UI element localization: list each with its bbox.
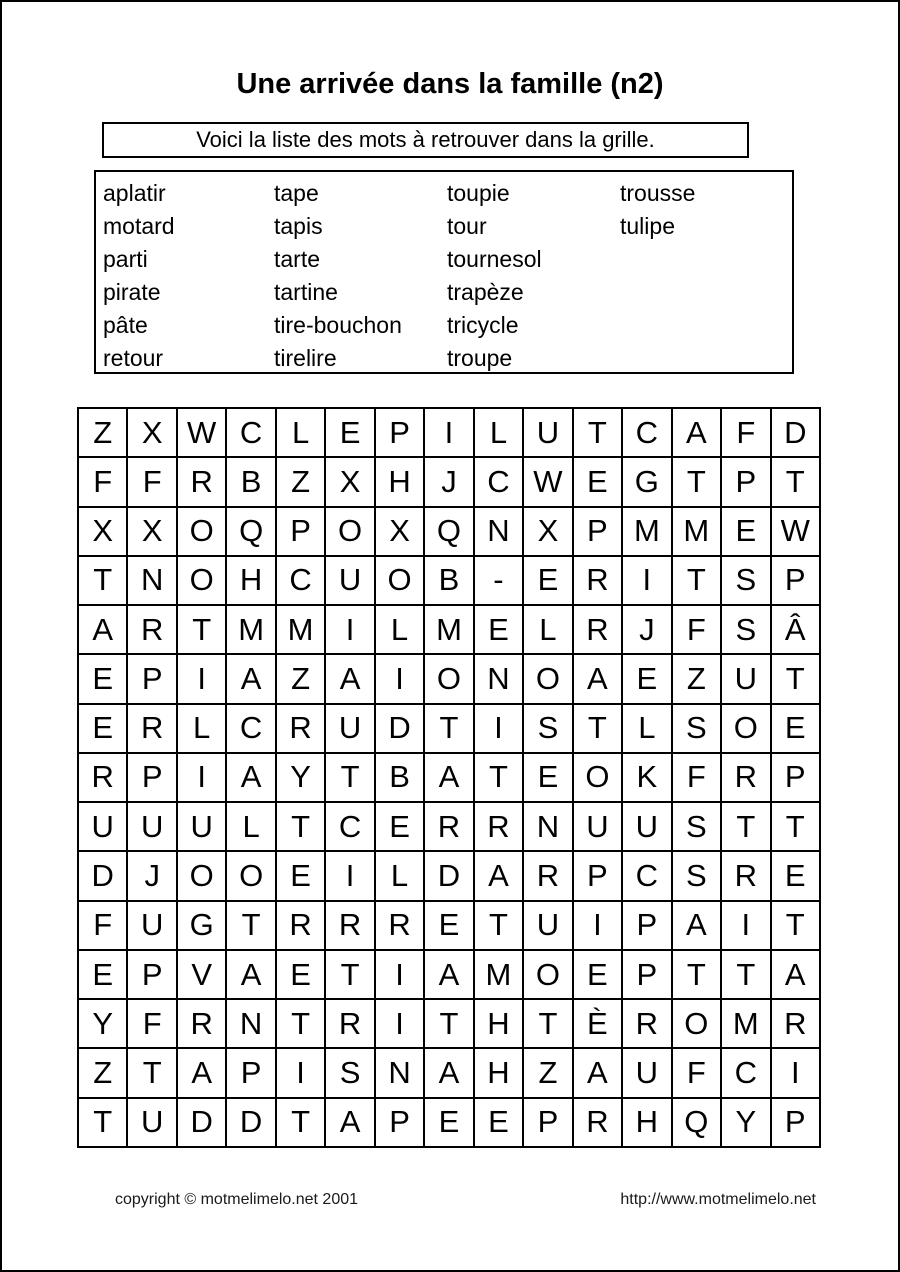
grid-cell: P — [127, 753, 176, 802]
website-url: http://www.motmelimelo.net — [620, 1191, 816, 1208]
copyright-text: copyright © motmelimelo.net 2001 — [115, 1191, 359, 1208]
grid-cell: E — [325, 408, 374, 457]
grid-cell: U — [622, 802, 671, 851]
grid-cell: A — [226, 950, 275, 999]
grid-cell: W — [177, 408, 226, 457]
grid-cell: R — [127, 704, 176, 753]
grid-cell: I — [622, 556, 671, 605]
grid-cell: P — [276, 507, 325, 556]
grid-cell: O — [325, 507, 374, 556]
grid-cell: E — [78, 950, 127, 999]
grid-cell: U — [325, 704, 374, 753]
grid-cell: E — [523, 556, 572, 605]
grid-cell: L — [226, 802, 275, 851]
grid-cell: J — [127, 851, 176, 900]
grid-cell: T — [771, 654, 820, 703]
grid-cell: X — [78, 507, 127, 556]
grid-cell: H — [226, 556, 275, 605]
grid-cell: U — [523, 901, 572, 950]
grid-cell: R — [78, 753, 127, 802]
grid-cell: G — [177, 901, 226, 950]
grid-cell: R — [375, 901, 424, 950]
grid-cell: D — [424, 851, 473, 900]
grid-cell: I — [424, 408, 473, 457]
instructions-box — [102, 122, 749, 158]
grid-cell: A — [573, 1048, 622, 1097]
grid-cell: S — [721, 605, 770, 654]
grid-cell: O — [177, 556, 226, 605]
grid-cell: R — [721, 851, 770, 900]
grid-cell: F — [672, 1048, 721, 1097]
grid-cell: S — [672, 704, 721, 753]
grid-cell: T — [276, 1098, 325, 1147]
grid-cell: E — [276, 950, 325, 999]
word-item — [620, 342, 792, 375]
grid-cell: B — [424, 556, 473, 605]
grid-cell: U — [622, 1048, 671, 1097]
grid-cell: P — [573, 851, 622, 900]
grid-cell: R — [474, 802, 523, 851]
grid-cell: A — [771, 950, 820, 999]
word-item: tulipe — [620, 213, 675, 239]
grid-cell: U — [721, 654, 770, 703]
grid-cell: R — [573, 605, 622, 654]
grid-cell: W — [523, 457, 572, 506]
grid-cell: T — [276, 802, 325, 851]
word-item: tapis — [274, 213, 323, 239]
grid-cell: S — [672, 802, 721, 851]
grid-cell: X — [523, 507, 572, 556]
grid-cell: E — [771, 851, 820, 900]
grid-cell: T — [672, 556, 721, 605]
word-item: aplatir — [103, 180, 166, 206]
grid-cell: Y — [78, 999, 127, 1048]
grid-cell: E — [424, 901, 473, 950]
grid-cell: C — [226, 408, 275, 457]
grid-cell: W — [771, 507, 820, 556]
grid-cell: P — [573, 507, 622, 556]
grid-cell: M — [424, 605, 473, 654]
grid-cell: I — [721, 901, 770, 950]
grid-cell: R — [325, 999, 374, 1048]
grid-cell: I — [177, 654, 226, 703]
grid-cell: Y — [276, 753, 325, 802]
word-item: motard — [103, 213, 175, 239]
grid-cell: D — [375, 704, 424, 753]
grid-cell: M — [721, 999, 770, 1048]
grid-cell: F — [127, 999, 176, 1048]
grid-cell: M — [672, 507, 721, 556]
grid-cell: A — [672, 901, 721, 950]
grid-cell: P — [771, 556, 820, 605]
grid-cell: A — [78, 605, 127, 654]
grid-cell: F — [78, 457, 127, 506]
grid-cell: L — [375, 851, 424, 900]
grid-cell: I — [177, 753, 226, 802]
grid-cell: D — [771, 408, 820, 457]
grid-cell: J — [622, 605, 671, 654]
grid-cell: - — [474, 556, 523, 605]
grid-cell: E — [424, 1098, 473, 1147]
grid-cell: T — [127, 1048, 176, 1097]
grid-cell: A — [177, 1048, 226, 1097]
grid-cell: P — [226, 1048, 275, 1097]
grid-cell: T — [78, 1098, 127, 1147]
grid-cell: T — [325, 753, 374, 802]
grid-cell: I — [573, 901, 622, 950]
grid-cell: O — [177, 507, 226, 556]
grid-cell: A — [424, 1048, 473, 1097]
grid-cell: T — [474, 753, 523, 802]
grid-cell: T — [78, 556, 127, 605]
grid-cell: A — [672, 408, 721, 457]
grid-cell: E — [474, 605, 523, 654]
grid-cell: I — [771, 1048, 820, 1097]
grid-cell: X — [127, 507, 176, 556]
grid-cell: C — [622, 408, 671, 457]
grid-cell: R — [177, 999, 226, 1048]
grid-cell: L — [474, 408, 523, 457]
grid-cell: O — [177, 851, 226, 900]
grid-cell: U — [127, 802, 176, 851]
grid-cell: O — [523, 654, 572, 703]
grid-cell: A — [325, 654, 374, 703]
grid-cell: Â — [771, 605, 820, 654]
grid-cell: T — [721, 950, 770, 999]
grid-cell: T — [276, 999, 325, 1048]
grid-cell: T — [573, 408, 622, 457]
grid-cell: S — [672, 851, 721, 900]
word-item: retour — [103, 345, 164, 371]
grid-cell: P — [127, 654, 176, 703]
grid-cell: O — [672, 999, 721, 1048]
grid-cell: T — [226, 901, 275, 950]
grid-cell: U — [325, 556, 374, 605]
grid-cell: C — [474, 457, 523, 506]
grid-cell: L — [622, 704, 671, 753]
grid-cell: P — [622, 901, 671, 950]
grid-cell: U — [127, 1098, 176, 1147]
word-item: tour — [447, 213, 487, 239]
grid-cell: Z — [276, 457, 325, 506]
grid-cell: F — [127, 457, 176, 506]
grid-cell: I — [276, 1048, 325, 1097]
grid-cell: R — [573, 1098, 622, 1147]
grid-cell: A — [573, 654, 622, 703]
word-item: trapèze — [447, 279, 524, 305]
grid-cell: N — [474, 507, 523, 556]
page-title: Une arrivée dans la famille (n2) — [236, 68, 664, 100]
grid-cell: U — [573, 802, 622, 851]
grid-cell: G — [622, 457, 671, 506]
grid-cell: E — [771, 704, 820, 753]
word-item: parti — [103, 246, 148, 272]
grid-cell: M — [226, 605, 275, 654]
grid-cell: R — [771, 999, 820, 1048]
grid-cell: U — [177, 802, 226, 851]
word-item: pirate — [103, 279, 161, 305]
grid-cell: Q — [672, 1098, 721, 1147]
word-item: tirelire — [274, 345, 337, 371]
grid-cell: Z — [276, 654, 325, 703]
grid-cell: O — [424, 654, 473, 703]
grid-cell: E — [523, 753, 572, 802]
grid-cell: E — [78, 704, 127, 753]
grid-cell: R — [721, 753, 770, 802]
grid-cell: Z — [78, 1048, 127, 1097]
grid-cell: E — [375, 802, 424, 851]
grid-cell: D — [177, 1098, 226, 1147]
grid-cell: K — [622, 753, 671, 802]
grid-cell: D — [78, 851, 127, 900]
grid-cell: Q — [226, 507, 275, 556]
grid-cell: T — [177, 605, 226, 654]
grid-cell: T — [771, 457, 820, 506]
word-item: pâte — [103, 312, 148, 338]
grid-cell: R — [325, 901, 374, 950]
grid-cell: R — [523, 851, 572, 900]
grid-cell: R — [127, 605, 176, 654]
grid-cell: A — [226, 654, 275, 703]
grid-cell: X — [325, 457, 374, 506]
grid-cell: H — [474, 999, 523, 1048]
grid-cell: F — [78, 901, 127, 950]
grid-cell: H — [474, 1048, 523, 1097]
grid-cell: J — [424, 457, 473, 506]
grid-cell: È — [573, 999, 622, 1048]
grid-cell: N — [474, 654, 523, 703]
grid-cell: M — [474, 950, 523, 999]
grid-cell: B — [375, 753, 424, 802]
grid-cell: M — [276, 605, 325, 654]
grid-cell: R — [276, 901, 325, 950]
word-item: tarte — [274, 246, 321, 272]
word-item: tricycle — [447, 312, 519, 338]
grid-cell: A — [424, 753, 473, 802]
word-item: toupie — [447, 180, 510, 206]
word-item: trousse — [620, 180, 696, 206]
grid-cell: R — [177, 457, 226, 506]
grid-cell: P — [771, 1098, 820, 1147]
grid-cell: N — [375, 1048, 424, 1097]
grid-cell: I — [375, 950, 424, 999]
grid-cell: T — [523, 999, 572, 1048]
grid-cell: T — [672, 950, 721, 999]
grid-cell: S — [325, 1048, 374, 1097]
grid-cell: E — [573, 457, 622, 506]
word-item — [620, 243, 792, 276]
grid-cell: N — [523, 802, 572, 851]
grid-cell: X — [375, 507, 424, 556]
grid-cell: T — [424, 704, 473, 753]
word-item: tartine — [274, 279, 338, 305]
grid-cell: C — [276, 556, 325, 605]
grid-cell: Z — [672, 654, 721, 703]
grid-cell: E — [721, 507, 770, 556]
grid-cell: Q — [424, 507, 473, 556]
grid-cell: T — [474, 901, 523, 950]
grid-cell: P — [523, 1098, 572, 1147]
grid-cell: I — [375, 999, 424, 1048]
word-item — [620, 276, 792, 309]
grid-cell: P — [622, 950, 671, 999]
grid-cell: P — [721, 457, 770, 506]
grid-cell: T — [424, 999, 473, 1048]
grid-cell: O — [226, 851, 275, 900]
grid-cell: B — [226, 457, 275, 506]
grid-cell: Z — [523, 1048, 572, 1097]
grid-cell: I — [325, 851, 374, 900]
word-item: tape — [274, 180, 319, 206]
grid-cell: L — [177, 704, 226, 753]
grid-cell: C — [226, 704, 275, 753]
grid-cell: O — [375, 556, 424, 605]
grid-cell: T — [721, 802, 770, 851]
grid-cell: T — [325, 950, 374, 999]
word-item: tournesol — [447, 246, 542, 272]
grid-cell: H — [622, 1098, 671, 1147]
grid-cell: E — [474, 1098, 523, 1147]
grid-cell: A — [474, 851, 523, 900]
word-list — [94, 170, 794, 374]
grid-cell: A — [226, 753, 275, 802]
grid-cell: E — [78, 654, 127, 703]
grid-cell: T — [771, 802, 820, 851]
grid-cell: T — [771, 901, 820, 950]
grid-cell: P — [375, 408, 424, 457]
grid-cell: P — [375, 1098, 424, 1147]
grid-cell: F — [721, 408, 770, 457]
grid-cell: U — [78, 802, 127, 851]
grid-cell: O — [523, 950, 572, 999]
grid-cell: F — [672, 605, 721, 654]
word-search-grid — [77, 407, 821, 1148]
grid-cell: D — [226, 1098, 275, 1147]
grid-cell: L — [375, 605, 424, 654]
grid-cell: I — [325, 605, 374, 654]
grid-cell: C — [325, 802, 374, 851]
grid-cell: C — [721, 1048, 770, 1097]
grid-cell: A — [424, 950, 473, 999]
grid-cell: U — [127, 901, 176, 950]
grid-cell: I — [474, 704, 523, 753]
grid-cell: R — [573, 556, 622, 605]
grid-cell: R — [276, 704, 325, 753]
grid-cell: T — [672, 457, 721, 506]
grid-cell: P — [771, 753, 820, 802]
grid-cell: R — [424, 802, 473, 851]
grid-cell: N — [226, 999, 275, 1048]
grid-cell: V — [177, 950, 226, 999]
instructions-text: Voici la liste des mots à retrouver dans la grille. — [196, 127, 655, 152]
grid-cell: X — [127, 408, 176, 457]
grid-cell: L — [523, 605, 572, 654]
word-item: tire-bouchon — [274, 312, 402, 338]
grid-cell: Y — [721, 1098, 770, 1147]
grid-cell: O — [721, 704, 770, 753]
grid-cell: S — [721, 556, 770, 605]
word-item: troupe — [447, 345, 513, 371]
grid-cell: T — [573, 704, 622, 753]
word-item — [620, 309, 792, 342]
grid-cell: Z — [78, 408, 127, 457]
grid-cell: L — [276, 408, 325, 457]
grid-cell: U — [523, 408, 572, 457]
grid-cell: P — [127, 950, 176, 999]
grid-cell: M — [622, 507, 671, 556]
grid-cell: R — [622, 999, 671, 1048]
grid-cell: H — [375, 457, 424, 506]
grid-cell: A — [325, 1098, 374, 1147]
grid-cell: E — [622, 654, 671, 703]
grid-cell: E — [573, 950, 622, 999]
grid-cell: E — [276, 851, 325, 900]
grid-cell: C — [622, 851, 671, 900]
grid-cell: I — [375, 654, 424, 703]
grid-cell: N — [127, 556, 176, 605]
grid-cell: O — [573, 753, 622, 802]
grid-cell: S — [523, 704, 572, 753]
grid-cell: F — [672, 753, 721, 802]
